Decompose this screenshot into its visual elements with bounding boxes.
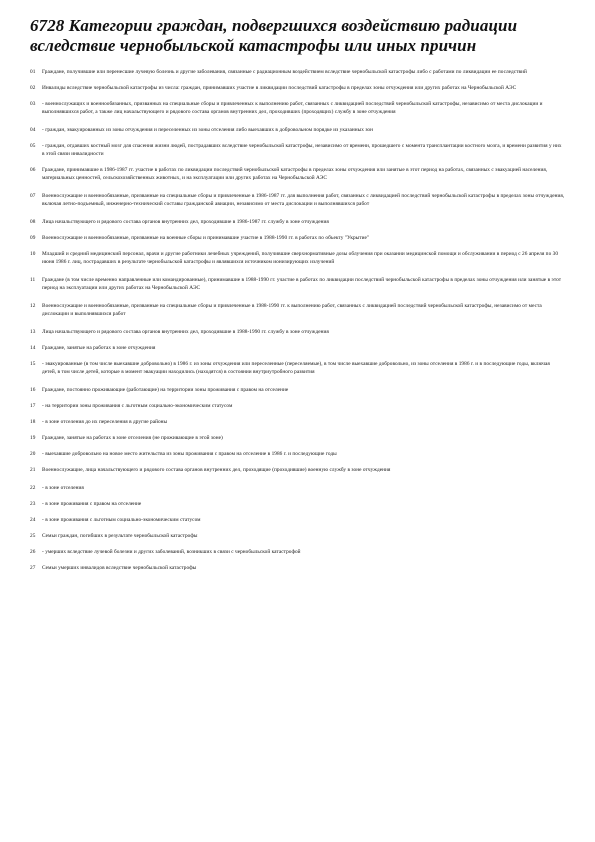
category-text: Семьи граждан, погибших в результате чернобыльской катастрофы xyxy=(42,533,198,539)
category-code: 10 xyxy=(30,251,36,257)
category-item xyxy=(30,328,565,336)
category-item xyxy=(30,192,565,208)
category-text: - граждан, эвакуированных из зоны отчуждения и переселенных из зоны отселения либо выехавших в добровольном порядке из указанных зон xyxy=(42,127,374,133)
category-text: Граждане, получившие или перенесшие лучевую болезнь и другие заболевания, связанные с радиационным воздействием вследствие чернобыльской катастрофы либо с работами по ликвидации ее последствий xyxy=(42,69,527,75)
category-item xyxy=(30,100,565,116)
category-code: 02 xyxy=(30,85,36,91)
category-code: 20 xyxy=(30,451,36,457)
category-code: 04 xyxy=(30,127,36,133)
category-item xyxy=(30,500,565,508)
category-item xyxy=(30,434,565,442)
category-code: 13 xyxy=(30,329,36,335)
category-code: 01 xyxy=(30,69,36,75)
category-code: 07 xyxy=(30,193,36,199)
category-code: 17 xyxy=(30,403,36,409)
category-item xyxy=(30,166,565,182)
category-item xyxy=(30,302,565,318)
category-text: - в зоне отселения xyxy=(42,485,84,491)
category-item xyxy=(30,142,565,158)
category-item xyxy=(30,218,565,226)
category-item xyxy=(30,84,565,92)
category-text: Младший и средний медицинский персонал, врачи и другие работники лечебных учреждений, получившие сверхнормативные дозы облучения при оказании медицинской помощи и обслуживании в период с 26 апреля по 30 июня 1986 г. лиц, пострадавших в результате чернобыльской катастрофы и являвшихся источником ионизирующих излучений xyxy=(42,251,559,265)
category-code: 18 xyxy=(30,419,36,425)
category-item xyxy=(30,402,565,410)
category-code: 22 xyxy=(30,485,36,491)
category-text: Граждане, занятые на работах в зоне отселения (не проживающие в этой зоне) xyxy=(42,435,223,441)
category-text: Граждане, постоянно проживающие (работающие) на территории зоны проживания с правом на отселение xyxy=(42,387,289,393)
category-code: 14 xyxy=(30,345,36,351)
category-code: 16 xyxy=(30,387,36,393)
category-code: 27 xyxy=(30,565,36,571)
category-text: - граждан, отдавших костный мозг для спасения жизни людей, пострадавших вследствие чернобыльской катастрофы, независимо от времени, прошедшего с момента трансплантации костного мозга, и времени развития у них в этой связи инвалидности xyxy=(42,143,562,157)
category-text: Военнослужащие и военнообязанные, призванные на военные сборы и принимавшие участие в 1988-1990 гг. в работах по объекту "Укрытие" xyxy=(42,235,370,241)
category-text: Военнослужащие и военнообязанные, призванные на специальные сборы и привлеченные в 1988-1990 гг. к выполнению работ, связанных с ликвидацией последствий чернобыльской катастрофы, независимо от места дислокации и выполнявшихся работ xyxy=(42,303,542,317)
category-text: - в зоне проживания с правом на отселение xyxy=(42,501,142,507)
category-text: Военнослужащие и военнообязанные, призванные на специальные сборы и привлеченные в 1986-1987 гг. для выполнения работ, связанных с ликвидацией последствий чернобыльской катастрофы в пределах зоны отчуждения, включая летно-подъемный, инженерно-технический составы гражданской авиации, независимо от места дислокации и выполнявшихся работ xyxy=(42,193,565,207)
category-item xyxy=(30,532,565,540)
category-code: 05 xyxy=(30,143,36,149)
category-code: 03 xyxy=(30,101,36,107)
document-title: 6728 Категории граждан, подвергшихся воздействию радиации вследствие чернобыльской катастрофы или иных причин xyxy=(30,16,518,55)
category-text: Семьи умерших инвалидов вследствие чернобыльской катастрофы xyxy=(42,565,197,571)
category-item xyxy=(30,516,565,524)
category-item xyxy=(30,234,565,242)
category-text: - в зоне проживания с льготным социально-экономическим статусом xyxy=(42,517,201,523)
category-code: 25 xyxy=(30,533,36,539)
category-code: 09 xyxy=(30,235,36,241)
category-text: - на территории зоны проживания с льготным социально-экономическим статусом xyxy=(42,403,233,409)
category-text: Военнослужащие, лица начальствующего и рядового состава органов внутренних дел, проходящие (проходившие) военную службу в зоне отчуждения xyxy=(42,467,391,473)
category-text: - выехавшие добровольно на новое место жительства из зоны проживания с правом на отселение в 1986 г. и последующие годы xyxy=(42,451,337,457)
category-item xyxy=(30,68,565,76)
category-item xyxy=(30,450,565,458)
category-text: Инвалиды вследствие чернобыльской катастрофы из числа: граждан, принимавших участие в ликвидации последствий катастрофы в пределах зоны отчуждения или других работах на Чернобыльской АЭС xyxy=(42,85,517,91)
category-item xyxy=(30,344,565,352)
category-item xyxy=(30,126,565,134)
category-text: Граждане, занятые на работах в зоне отчуждения xyxy=(42,345,156,351)
category-code: 21 xyxy=(30,467,36,473)
category-item xyxy=(30,276,565,292)
category-item xyxy=(30,386,565,394)
category-item xyxy=(30,484,565,492)
category-code: 06 xyxy=(30,167,36,173)
category-item xyxy=(30,564,565,572)
category-text: - военнослужащих и военнообязанных, призванных на специальные сборы и привлеченных к выполнению работ, связанных с ликвидацией последствий чернобыльской катастрофы, независимо от места дислокации и выполнявшихся работ, а также лиц начальствующего и рядового состава органов внутренних дел, проходивших (проходящих) службу в зоне отчуждения xyxy=(42,101,543,115)
category-text: - умерших вследствие лучевой болезни и других заболеваний, возникших в связи с чернобыльской катастрофой xyxy=(42,549,301,555)
category-item xyxy=(30,418,565,426)
category-code: 19 xyxy=(30,435,36,441)
category-item xyxy=(30,466,565,474)
category-code: 26 xyxy=(30,549,36,555)
category-item xyxy=(30,250,565,266)
category-code: 24 xyxy=(30,517,36,523)
category-code: 23 xyxy=(30,501,36,507)
category-text: Лица начальствующего и рядового состава органов внутренних дел, проходившие в 1988-1990 гг. службу в зоне отчуждения xyxy=(42,329,329,335)
category-text: - эвакуированные (в том числе выехавшие добровольно) в 1986 г. из зоны отчуждения или переселенные (переселяемые), в том числе выехавшие добровольно, из зоны отселения в 1986 г. и в последующие годы, включая детей, в том числе детей, которые в момент эвакуации находились (находятся) в состоянии внутриутробного развития xyxy=(42,361,550,375)
category-code: 11 xyxy=(30,277,36,283)
category-list xyxy=(30,68,565,572)
category-code: 08 xyxy=(30,219,36,225)
category-code: 12 xyxy=(30,303,36,309)
category-item xyxy=(30,548,565,556)
category-text: Граждане, принимавшие в 1986-1987 гг. участие в работах по ликвидации последствий чернобыльской катастрофы в пределах зоны отчуждения или занятые в этот период на работах, связанных с эвакуацией населения, материальных ценностей, сельскохозяйственных животных, и на эксплуатации или других работах на Чернобыльской АЭС xyxy=(42,167,548,181)
category-code: 15 xyxy=(30,361,36,367)
category-item xyxy=(30,360,565,376)
category-text: - в зоне отселения до их переселения в другие районы xyxy=(42,419,168,425)
category-text: Лица начальствующего и рядового состава органов внутренних дел, проходившие в 1986-1987 гг. службу в зоне отчуждения xyxy=(42,219,329,225)
category-text: Граждане (в том числе временно направленные или командированные), принимавшие в 1988-1990 гг. участие в работах по ликвидации последствий чернобыльской катастрофы в пределах зоны отчуждения или занятые в этот период на эксплуатации или других работах на Чернобыльской АЭС xyxy=(42,277,562,291)
